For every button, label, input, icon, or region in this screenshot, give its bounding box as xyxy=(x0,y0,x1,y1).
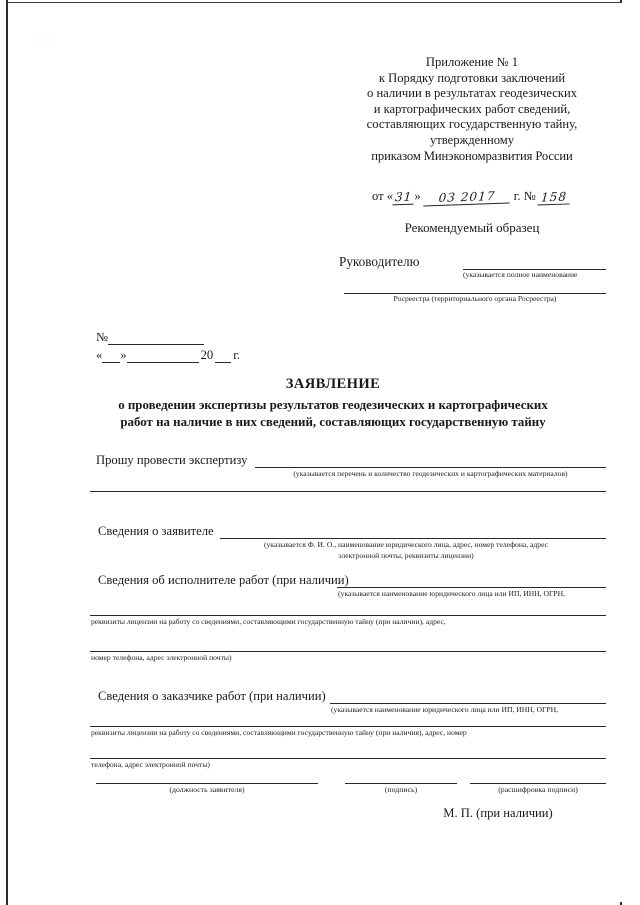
registration-number-label: № xyxy=(96,330,109,344)
addressee-label: Руководителю xyxy=(339,254,420,269)
name-decode-line[interactable] xyxy=(470,783,606,784)
signature-line[interactable] xyxy=(345,783,457,784)
registration-year-suffix: г. xyxy=(233,348,241,362)
name-decode-hint: (расшифровка подписи) xyxy=(498,785,578,794)
scan-artifact: '' '' '· ·' xyxy=(36,35,55,52)
registration-date-open-quote: « xyxy=(96,348,103,362)
addressee-hint-1: (указывается полное наименование xyxy=(463,270,578,279)
order-date-quote-close: » xyxy=(414,189,421,203)
performer-info-hint-2: реквизиты лицензии на работу со сведениями, составляющими государственную тайну (при наличии), адрес, xyxy=(91,617,446,626)
position-signature-line[interactable] xyxy=(96,783,318,784)
page-title: ЗАЯВЛЕНИЕ xyxy=(285,376,381,392)
expertise-request-input-line-1[interactable] xyxy=(255,467,606,468)
page-subtitle-line-1: о проведении экспертизы результатов геодезических и картографических xyxy=(118,398,548,412)
performer-info-label: Сведения об исполнителе работ (при наличии) xyxy=(98,573,349,587)
header-line-3: о наличии в результатах геодезических xyxy=(367,86,577,101)
header-line-1: Приложение № 1 xyxy=(425,55,519,69)
customer-info-hint-2: реквизиты лицензии на работу со сведениями, составляющими государственную тайну (при наличия), адрес, номер xyxy=(91,728,467,737)
header-line-7: приказом Минэкономразвития России xyxy=(371,148,573,163)
performer-info-hint-1: (указывается наименование юридического лица или ИП, ИНН, ОГРН, xyxy=(338,589,565,598)
order-date-row xyxy=(372,189,602,205)
performer-info-input-line-1[interactable] xyxy=(337,587,606,588)
signature-hint: (подпись) xyxy=(384,785,418,794)
applicant-info-label: Сведения о заявителе xyxy=(98,524,214,538)
recommended-sample-label: Рекомендуемый образец xyxy=(404,220,540,235)
registration-number-input[interactable] xyxy=(108,333,204,345)
header-line-6: утвержденному xyxy=(429,132,515,147)
applicant-info-input-line[interactable] xyxy=(220,538,606,539)
customer-info-hint-3: телефона, адрес электронной почты) xyxy=(91,760,210,769)
header-line-2: к Порядку подготовки заключений xyxy=(378,70,566,85)
customer-info-input-line-1[interactable] xyxy=(330,703,606,704)
order-date-prefix: от « xyxy=(372,189,394,203)
document-header xyxy=(338,55,606,164)
registration-month-input[interactable] xyxy=(127,351,199,363)
addressee-hint-2: Росреестра (территориального органа Росреестра) xyxy=(393,294,557,303)
order-number-handwritten: 158 xyxy=(537,189,570,205)
customer-info-hint-1: (указывается наименование юридического лица или ИП, ИНН, ОГРН, xyxy=(331,705,558,714)
registration-date-close-quote: » xyxy=(120,348,127,362)
registration-year-input[interactable] xyxy=(215,351,231,363)
registration-number-row xyxy=(96,330,204,345)
page-subtitle-line-2: работ на наличие в них сведений, составляющих государственную тайну xyxy=(120,415,546,429)
registration-date-row xyxy=(96,348,240,363)
customer-info-input-line-2[interactable] xyxy=(90,726,606,727)
applicant-info-hint-2: электронной почты, реквизиты лицензии) xyxy=(338,551,474,560)
performer-info-hint-3: номер телефона, адрес электронной почты) xyxy=(91,653,232,662)
page-subtitle xyxy=(60,397,606,431)
order-date-month-year-handwritten: 03 2017 xyxy=(423,189,510,207)
expertise-request-label: Прошу провести экспертизу xyxy=(96,453,248,467)
order-date-day-handwritten: 31 xyxy=(393,190,415,206)
position-hint: (должность заявителя) xyxy=(169,785,245,794)
expertise-request-input-line-2[interactable] xyxy=(90,491,606,492)
document-sheet xyxy=(8,3,622,902)
expertise-request-hint: (указывается перечень и количество геодезических и картографических материалов) xyxy=(293,469,568,478)
stamp-note: М. П. (при наличии) xyxy=(443,806,553,820)
customer-info-input-line-3[interactable] xyxy=(90,758,606,759)
applicant-info-hint-1: (указывается Ф. И. О., наименование юридического лица, адрес, номер телефона, адрес xyxy=(263,540,549,549)
header-line-5: составляющих государственную тайну, xyxy=(366,117,578,132)
order-date-year-suffix: г. № xyxy=(513,189,536,203)
header-line-4: и картографических работ сведений, xyxy=(373,101,571,116)
customer-info-label: Сведения о заказчике работ (при наличии) xyxy=(98,689,326,703)
performer-info-input-line-3[interactable] xyxy=(90,651,606,652)
registration-day-input[interactable] xyxy=(102,351,120,363)
registration-year-prefix: 20 xyxy=(200,348,214,362)
performer-info-input-line-2[interactable] xyxy=(90,615,606,616)
